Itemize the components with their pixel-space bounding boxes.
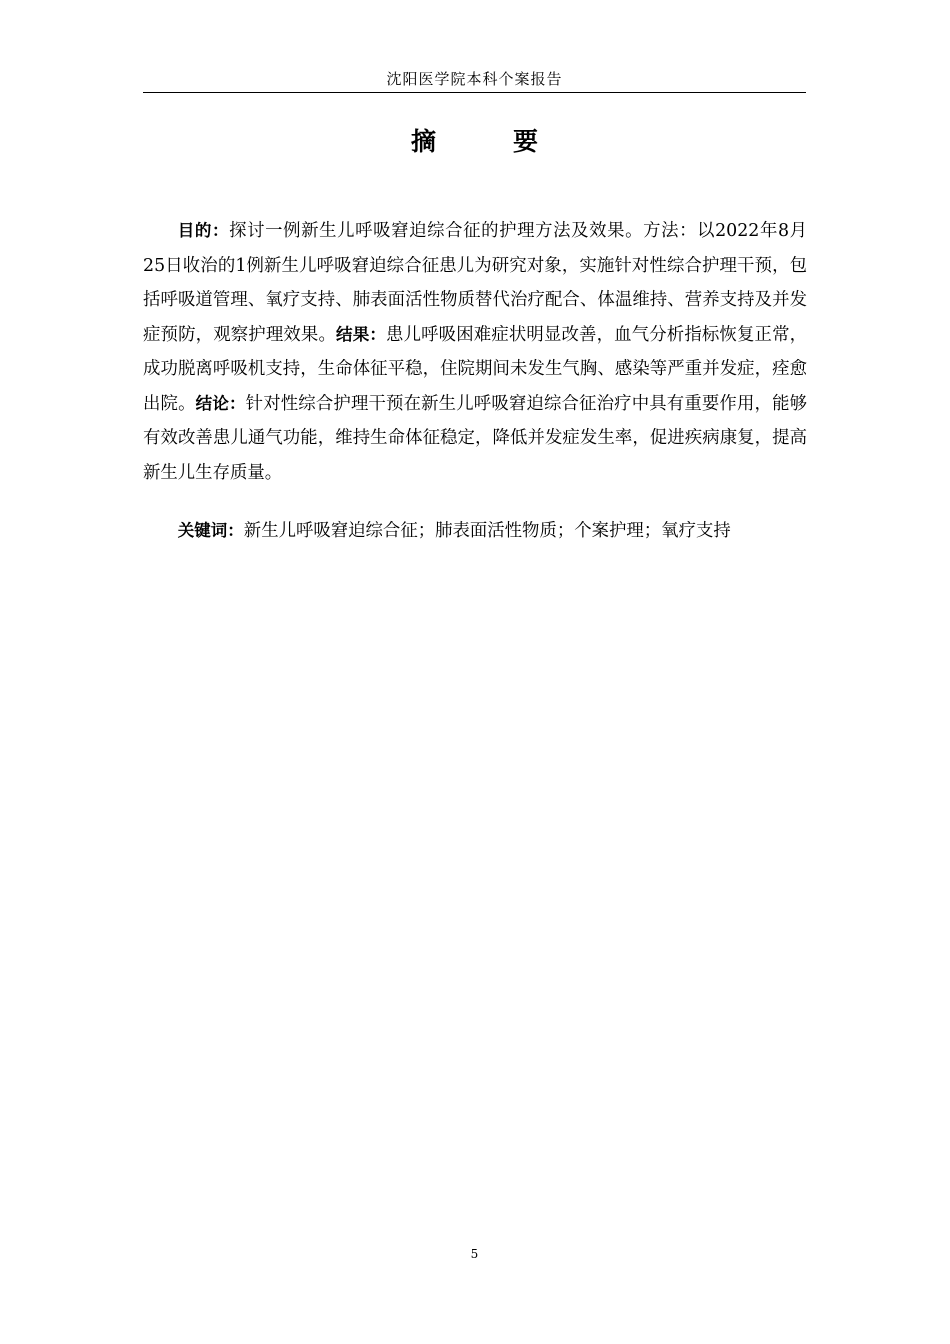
objective-text: 探讨一例新生儿呼吸窘迫综合征的护理方法及效果。方法：以2022年8月25日收治的1例新生儿呼吸窘迫综合征患儿为研究对象，实施针对性综合护理干预，包括呼吸道管理、氧疗支持、肺表面活性物质替代治疗配合、体温维持、营养支持及并发症预防，观察护理效果。 [143,221,808,345]
keywords-label: 关键词： [177,521,244,540]
page-title: 摘 要 [410,127,564,156]
keywords-paragraph [143,514,807,549]
conclusion-text: 针对性综合护理干预在新生儿呼吸窘迫综合征治疗中具有重要作用，能够有效改善患儿通气功能，维持生命体征稳定，降低并发症发生率，促进疾病康复，提高新生儿生存质量。 [143,393,808,483]
result-text: 患儿呼吸困难症状明显改善，血气分析指标恢复正常，成功脱离呼吸机支持，生命体征平稳，住院期间未发生气胸、感染等严重并发症，痊愈出院。 [143,324,808,414]
page-number: 5 [470,1247,479,1261]
page-header [143,66,806,93]
conclusion-label: 结论： [195,393,246,413]
header-text: 沈阳医学院本科个案报告 [386,70,563,88]
objective-label: 目的： [177,221,230,240]
result-label: 结果： [336,324,387,344]
abstract-paragraph [143,214,807,490]
keywords-text: 新生儿呼吸窘迫综合征；肺表面活性物质；个案护理；氧疗支持 [243,521,731,541]
